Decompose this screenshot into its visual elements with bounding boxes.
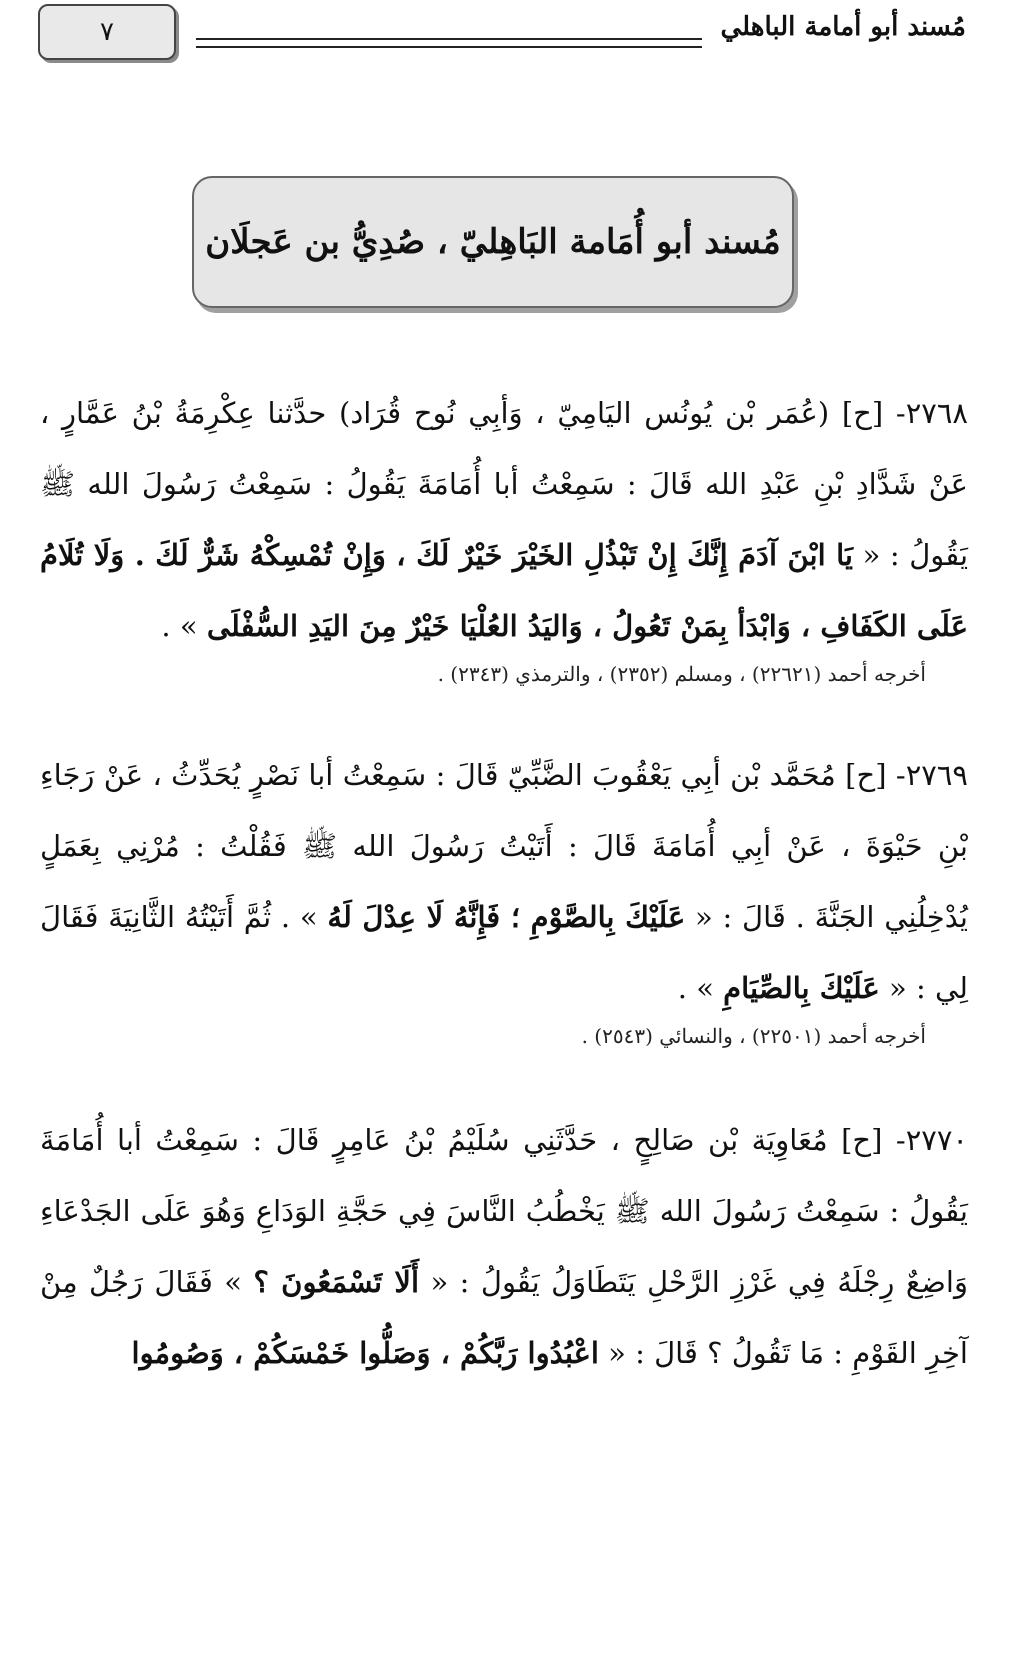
hadith-text-2: اعْبُدُوا رَبَّكُمْ ، وَصَلُّوا خَمْسَكُمْ ، وَصُومُوا — [131, 1336, 599, 1370]
takhrij-note: أخرجه أحمد (٢٢٦٢١) ، ومسلم (٢٣٥٢) ، والترمذي (٢٣٤٣) . — [437, 662, 926, 686]
page-number-box — [38, 4, 176, 60]
entry-text — [40, 1105, 968, 1389]
section-title: مُسند أبو أُمَامة البَاهِليّ ، صُدِيُّ بن عَجلَان — [205, 222, 781, 262]
hadith-entry-2768 — [40, 378, 968, 686]
running-head-rule — [196, 38, 702, 48]
entry-lead: ٢٧٧٠- [ح] مُعَاوِيَة بْن صَالِحٍ ، حَدَّثَنِي سُلَيْمُ بْنُ عَامِرٍ قَالَ : سَمِعْتُ أبا أُمَامَةَ يَقُولُ : سَمِعْتُ رَسُولَ الله ﷺ يَخْطُبُ النَّاسَ فِي حَجَّةِ الوَدَاعِ وَهُوَ عَلَى الجَدْعَاءِ وَاضِعٌ رِجْلَهُ فِي غَرْزِ الرَّحْلِ يَتَطَاوَلُ يَقُولُ : « — [40, 1123, 968, 1299]
entry-middle: » . ثُمَّ أَتَيْتُهُ الثَّانِيَةَ فَقَالَ لِي : « — [40, 900, 968, 1005]
entry-lead: ٢٧٦٩- [ح] مُحَمَّد بْن أبِي يَعْقُوبَ الضَّبِّيّ قَالَ : سَمِعْتُ أبا نَصْرٍ يُحَدِّثُ ، عَنْ رَجَاءِ بْنِ حَيْوَةَ ، عَنْ أبِي أُمَامَةَ قَالَ : أَتَيْتُ رَسُولَ الله ﷺ فَقُلْتُ : مُرْنِي بِعَمَلٍ يُدْخِلُنِي الجَنَّةَ . قَالَ : « — [40, 758, 968, 934]
entry-text — [40, 378, 968, 662]
entry-tail: » . — [677, 971, 714, 1005]
entry-middle: » فَقَالَ رَجُلٌ مِنْ آخِرِ القَوْمِ : مَا تَقُولُ ؟ قَالَ : « — [40, 1265, 968, 1370]
hadith-entry-2769 — [40, 740, 968, 1048]
hadith-entry-2770 — [40, 1105, 968, 1389]
section-title-box — [192, 176, 794, 308]
hadith-text: عَلَيْكَ بِالصَّوْمِ ؛ فَإِنَّهُ لَا عِدْلَ لَهُ — [327, 900, 686, 934]
entry-lead: ٢٧٦٨- [ح] (عُمَر بْن يُونُس اليَامِيّ ، وَأبِي نُوح قُرَاد) حدَّثنا عِكْرِمَةُ بْنُ عَمَّارٍ ، عَنْ شَدَّادِ بْنِ عَبْدِ الله قَالَ : سَمِعْتُ أبا أُمَامَةَ يَقُولُ : سَمِعْتُ رَسُولَ الله ﷺ يَقُولُ : « — [40, 396, 969, 572]
takhrij-note: أخرجه أحمد (٢٢٥٠١) ، والنسائي (٢٥٤٣) . — [581, 1024, 926, 1048]
entry-text — [40, 740, 968, 1024]
hadith-text: أَلَا تَسْمَعُونَ ؟ — [253, 1265, 420, 1299]
page-number: ٧ — [100, 17, 114, 47]
entry-tail: » . — [161, 609, 198, 643]
running-title: مُسند أبو أمامة الباهلي — [720, 12, 966, 42]
hadith-text: يَا ابْنَ آدَمَ إِنَّكَ إِنْ تَبْذُلِ الخَيْرَ خَيْرٌ لَكَ ، وَإِنْ تُمْسِكْهُ شَرٌّ لَكَ . وَلَا تُلَامُ عَلَى الكَفَافِ ، وَابْدَأ بِمَنْ تَعُولُ ، وَاليَدُ العُلْيَا خَيْرٌ مِنَ اليَدِ السُّفْلَى — [40, 538, 968, 643]
hadith-text-2: عَلَيْكَ بِالصِّيَامِ — [723, 971, 880, 1005]
